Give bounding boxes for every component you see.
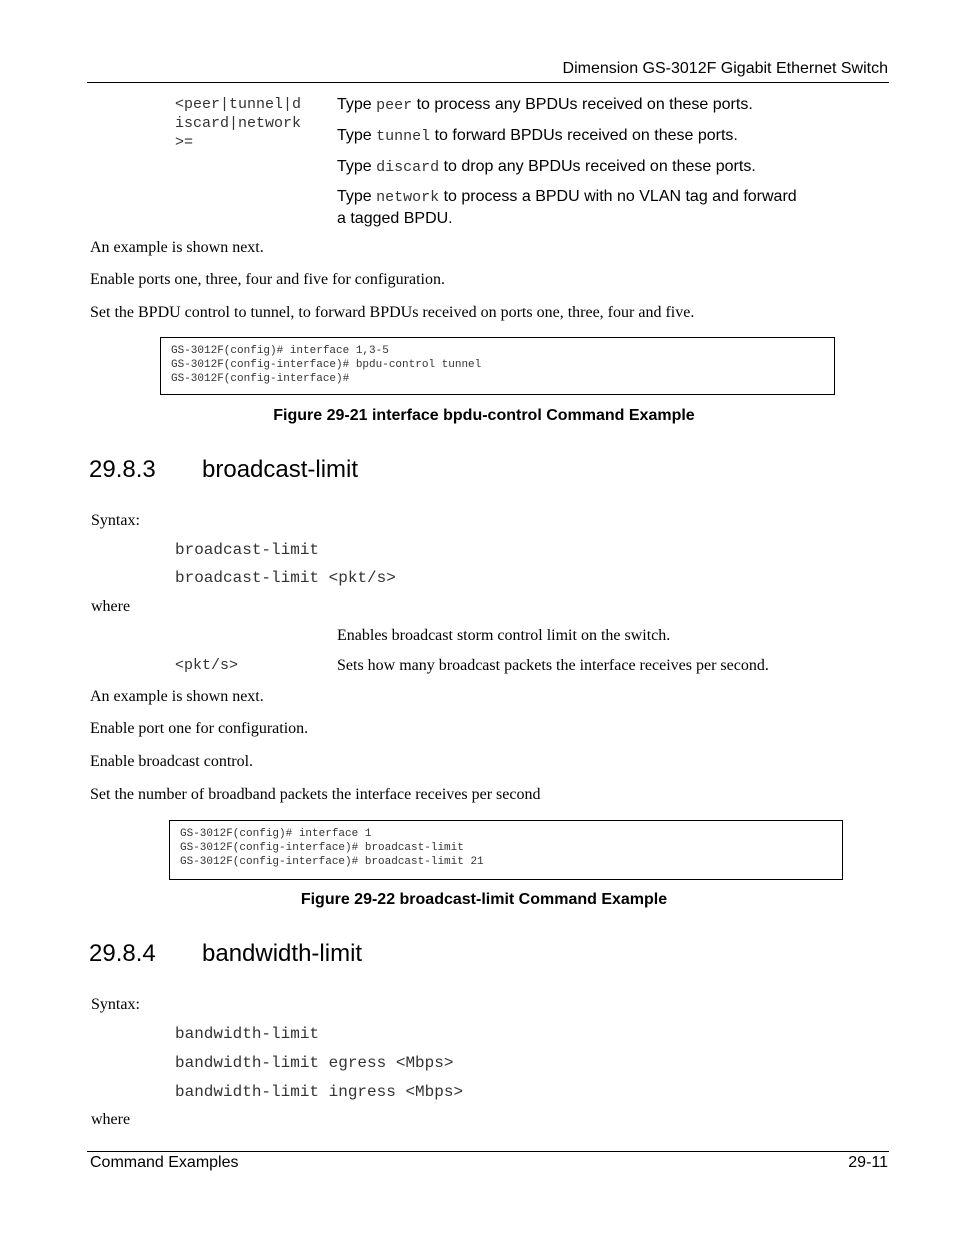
syntax-line: broadcast-limit <pkt/s> — [175, 569, 396, 587]
figure-caption: Figure 29-21 interface bpdu-control Command Example — [273, 407, 695, 424]
syntax-label: Syntax: — [91, 996, 140, 1013]
section-number: 29.8.3 — [89, 456, 156, 483]
running-header: Dimension GS-3012F Gigabit Ethernet Switch — [562, 60, 888, 77]
figure-caption: Figure 29-22 broadcast-limit Command Example — [300, 891, 668, 908]
code-line: GS-3012F(config-interface)# bpdu-control tunnel — [171, 359, 482, 371]
param-line: iscard|network — [175, 115, 302, 132]
paragraph: Set the number of broadband packets the interface receives per second — [90, 786, 541, 803]
where-label: where — [91, 598, 131, 615]
syntax-line: bandwidth-limit ingress <Mbps> — [175, 1083, 464, 1101]
where-label: where — [91, 1111, 131, 1128]
code-line: GS-3012F(config-interface)# broadcast-limit 21 — [180, 856, 484, 868]
footer-chapter: Command Examples — [90, 1154, 239, 1171]
syntax-line: bandwidth-limit egress <Mbps> — [175, 1054, 454, 1072]
footer-rule — [87, 1151, 889, 1152]
section-number: 29.8.4 — [89, 940, 156, 967]
param-name: <pkt/s> — [175, 657, 239, 674]
paragraph: Enable ports one, three, four and five for configuration. — [90, 271, 445, 288]
header-rule — [87, 82, 889, 83]
code-example-broadcast — [169, 820, 843, 880]
page-number: 29-11 — [848, 1154, 888, 1171]
desc-discard: Type discard to drop any BPDUs received on these ports. — [337, 158, 756, 176]
paragraph: Set the BPDU control to tunnel, to forward BPDUs received on ports one, three, four and five. — [90, 304, 695, 321]
code-example-bpdu — [160, 337, 835, 395]
paragraph: Enable broadcast control. — [90, 753, 254, 770]
desc-tunnel: Type tunnel to forward BPDUs received on these ports. — [337, 127, 738, 145]
param-line: >= — [175, 134, 194, 151]
code-line: GS-3012F(config)# interface 1,3-5 — [171, 345, 389, 357]
param-bpdu-mode — [175, 95, 301, 152]
param-desc: Sets how many broadcast packets the interface receives per second. — [337, 657, 769, 674]
param-line: <peer|tunnel|d — [175, 96, 302, 113]
section-title: bandwidth-limit — [202, 940, 363, 967]
paragraph: An example is shown next. — [90, 239, 264, 256]
param-desc: Enables broadcast storm control limit on the switch. — [337, 627, 671, 644]
desc-peer: Type peer to process any BPDUs received on these ports. — [337, 96, 753, 114]
code-line: GS-3012F(config-interface)# broadcast-limit — [180, 842, 464, 854]
desc-network: Type network to process a BPDU with no VLAN tag and forward a tagged BPDU. — [337, 188, 797, 227]
syntax-label: Syntax: — [91, 512, 140, 529]
syntax-line: bandwidth-limit — [175, 1025, 320, 1043]
paragraph: Enable port one for configuration. — [90, 720, 309, 737]
syntax-line: broadcast-limit — [175, 541, 320, 559]
paragraph: An example is shown next. — [90, 688, 264, 705]
section-title: broadcast-limit — [202, 456, 359, 483]
code-line: GS-3012F(config)# interface 1 — [180, 828, 372, 840]
code-line: GS-3012F(config-interface)# — [171, 373, 350, 385]
